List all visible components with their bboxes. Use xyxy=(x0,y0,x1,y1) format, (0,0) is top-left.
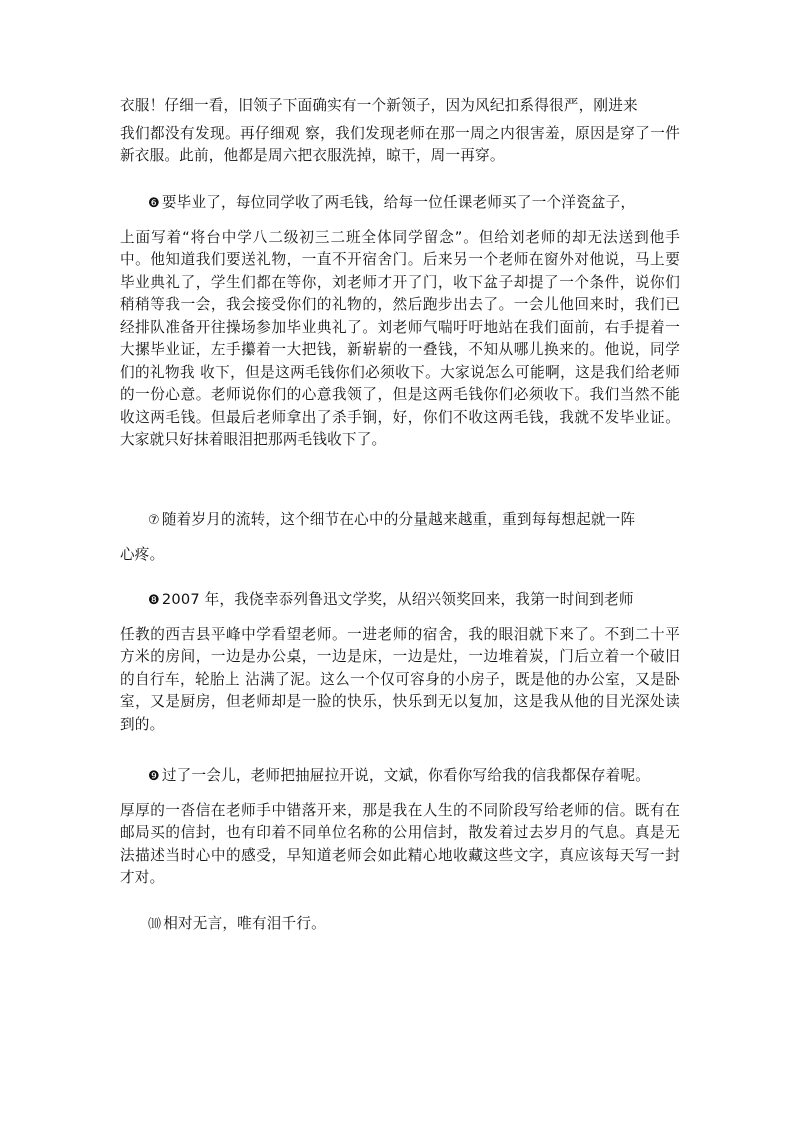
paragraph-8 xyxy=(120,589,680,736)
paragraph-first-line: 过了一会儿，老师把抽屉拉开说，文斌，你看你写给我的信我都保存着呢。 xyxy=(161,767,651,784)
paragraph-9 xyxy=(120,765,680,890)
paragraph-first-line: 要毕业了，每位同学收了两毛钱，给每一位任课老师买了一个洋瓷盆子， xyxy=(161,194,636,211)
paragraph-first-line: 2007 年，我侥幸忝列鲁迅文学奖，从绍兴领奖回来，我第一时间到老师 xyxy=(161,591,634,608)
paragraph-body: 上面写着“将台中学八二级初三二班全体同学留念”。但给刘老师的却无法送到他手中。他知道我们要送礼物，一直不开宿舍门。后来另一个老师在窗外对他说，马上要毕业典礼了，学生们都在等你，刘老师才开了门，收下盆子却提了一个条件，说你们稍稍等我一会，我会接受你们的礼物的，然后跑步出去了。一会儿他回来时，我们已经排队准备开往操场参加毕业典礼了。刘老师气喘吁吁地站在我们面前，右手提着一大摞毕业证，左手攥着一大把钱，新崭崭的一叠钱，不知从哪儿换来的。他说，同学们的礼物我 收下，但是这两毛钱你们必须收下。大家说怎么可能啊，这是我们给老师的一份心意。老师说你们的心意我领了，但是这两毛钱你们必须收下。我们当然不能收这两毛钱。但最后老师拿出了杀手锏，好，你们不收这两毛钱，我就不发毕业证。大家就只好抹着眼泪把那两毛钱收下了。 xyxy=(120,228,680,448)
paragraph-body: 厚厚的一沓信在老师手中错落开来，那是我在人生的不同阶段写给老师的信。既有在邮局买的信封，也有印着不同单位名称的公用信封，散发着过去岁月的气息。真是无法描述当时心中的感受，早知道老师会如此精心地收藏这些文字，真应该每天写一封才对。 xyxy=(120,801,680,886)
paragraph-number: ❽ xyxy=(148,593,160,608)
paragraph-body: 心疼。 xyxy=(120,545,165,563)
paragraph-number: ❻ xyxy=(148,196,160,211)
paragraph-first-line: 随着岁月的流转，这个细节在心中的分量越来越重，重到每每想起就一阵 xyxy=(161,511,636,528)
paragraph-number: ⑦ xyxy=(148,513,160,528)
paragraph-10 xyxy=(120,913,680,937)
paragraph-body: 任教的西吉县平峰中学看望老师。一进老师的宿舍，我的眼泪就下来了。不到二十平方米的房间，一边是办公桌，一边是床，一边是灶，一边堆着炭，门后立着一个破旧的自行车，轮胎上 沾满了泥。这么一个仅可容身的小房子，既是他的办公室，又是卧室，又是厨房，但老师却是一脸的快乐，快乐到无以复加，这是我从他的目光深处读到的。 xyxy=(120,625,680,733)
paragraph-7 xyxy=(120,509,680,566)
paragraph-first-line: 相对无言，唯有泪千行。 xyxy=(163,915,326,932)
paragraph-6 xyxy=(120,192,680,452)
paragraph-number: ❾ xyxy=(148,769,160,784)
paragraph-first-line: 衣服！仔细一看，旧领子下面确实有一个新领子，因为风纪扣系得很严，刚进来 xyxy=(120,97,638,114)
paragraph-number: ⑽ xyxy=(148,917,162,932)
paragraph-body: 我们都没有发现。再仔细观 察，我们发现老师在那一周之内很害羞，原因是穿了一件新衣服。此前，他都是周六把衣服洗掉，晾干，周一再穿。 xyxy=(120,124,680,164)
paragraph-continued xyxy=(120,95,680,168)
